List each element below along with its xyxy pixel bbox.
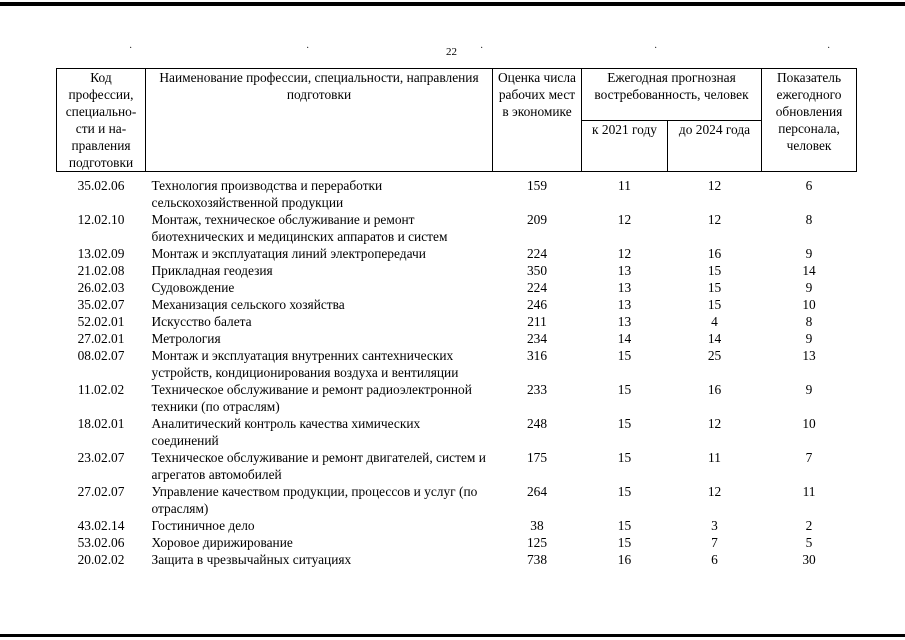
row-jobs: 175 (526, 450, 548, 465)
row-code: 12.02.10 (77, 212, 125, 227)
row-demand-2021: 16 (617, 552, 632, 567)
row-demand-2021: 15 (617, 518, 632, 533)
row-name: Монтаж и эксплуатация внутренних сантехнических устройств, кондиционирования воздуха и вентиляции (151, 348, 459, 380)
row-jobs: 159 (526, 178, 548, 193)
header-demand-2021: к 2021 году (582, 121, 668, 172)
row-code: 35.02.06 (77, 178, 125, 193)
row-renewal: 6 (805, 178, 813, 193)
row-name: Судовождение (151, 280, 235, 295)
row-code: 11.02.02 (77, 382, 125, 397)
row-renewal: 9 (805, 382, 813, 397)
row-demand-2021: 13 (617, 263, 632, 278)
row-demand-2024: 16 (707, 382, 722, 397)
row-jobs: 38 (530, 518, 544, 533)
table-row (57, 279, 857, 296)
table-row (57, 551, 857, 568)
row-demand-2024: 4 (711, 314, 718, 329)
row-code: 35.02.07 (77, 297, 125, 312)
header-demand-group: Ежегодная прогнозная востребованность, человек (582, 69, 762, 121)
row-name: Искусство балета (151, 314, 252, 329)
row-code: 18.02.01 (77, 416, 125, 431)
row-code: 13.02.09 (77, 246, 125, 261)
row-demand-2024: 12 (707, 484, 722, 499)
row-jobs: 738 (526, 552, 548, 567)
row-renewal: 2 (805, 518, 813, 533)
row-jobs: 224 (526, 280, 548, 295)
row-code: 08.02.07 (77, 348, 125, 363)
row-demand-2021: 15 (617, 382, 632, 397)
table-row (57, 313, 857, 330)
row-name: Аналитический контроль качества химических соединений (151, 416, 421, 448)
row-name: Хоровое дирижирование (151, 535, 293, 550)
row-jobs: 234 (526, 331, 548, 346)
row-renewal: 13 (802, 348, 816, 363)
row-jobs: 246 (526, 297, 548, 312)
row-demand-2021: 14 (617, 331, 632, 346)
table-row (57, 517, 857, 534)
row-demand-2021: 13 (617, 297, 632, 312)
scan-speck: · (129, 43, 133, 54)
row-code: 27.02.07 (77, 484, 125, 499)
professions-table (56, 68, 857, 568)
row-jobs: 125 (526, 535, 548, 550)
table-body (57, 172, 857, 569)
row-code: 20.02.02 (77, 552, 125, 567)
row-renewal: 10 (802, 416, 816, 431)
row-demand-2021: 15 (617, 348, 632, 363)
row-code: 21.02.08 (77, 263, 125, 278)
header-name: Наименование профессии, специальности, направления подготовки (146, 69, 493, 172)
row-name: Управление качеством продукции, процессов и услуг (по отраслям) (151, 484, 478, 516)
row-code: 26.02.03 (77, 280, 125, 295)
scan-speck: · (480, 43, 484, 54)
table-row (57, 172, 857, 212)
scan-bottom-border (0, 634, 905, 637)
row-jobs: 264 (526, 484, 548, 499)
row-demand-2021: 15 (617, 450, 632, 465)
row-demand-2021: 12 (617, 246, 632, 261)
row-jobs: 316 (526, 348, 548, 363)
row-name: Техническое обслуживание и ремонт двигателей, систем и агрегатов автомобилей (151, 450, 486, 482)
row-name: Технология производства и переработки сельскохозяйственной продукции (151, 178, 383, 210)
header-code: Код профессии, специально-сти и на-правления подготовки (57, 69, 146, 172)
row-demand-2024: 25 (707, 348, 722, 363)
row-demand-2021: 12 (617, 212, 632, 227)
row-code: 23.02.07 (77, 450, 125, 465)
row-renewal: 9 (805, 331, 813, 346)
row-demand-2024: 12 (707, 212, 722, 227)
row-jobs: 350 (526, 263, 548, 278)
table-row (57, 347, 857, 381)
row-renewal: 14 (802, 263, 816, 278)
row-renewal: 5 (805, 535, 813, 550)
row-renewal: 8 (805, 314, 813, 329)
row-renewal: 7 (805, 450, 813, 465)
row-demand-2024: 15 (707, 297, 722, 312)
row-renewal: 9 (805, 280, 813, 295)
row-renewal: 9 (805, 246, 813, 261)
row-name: Техническое обслуживание и ремонт радиоэлектронной техники (по отраслям) (151, 382, 472, 414)
table-row (57, 211, 857, 245)
row-demand-2021: 15 (617, 484, 632, 499)
row-jobs: 233 (526, 382, 548, 397)
row-name: Защита в чрезвычайных ситуациях (151, 552, 352, 567)
row-name: Монтаж, техническое обслуживание и ремонт биотехнических и медицинских аппаратов и систем (151, 212, 448, 244)
scan-top-border (0, 2, 905, 6)
row-renewal: 8 (805, 212, 813, 227)
row-renewal: 10 (802, 297, 816, 312)
row-name: Прикладная геодезия (151, 263, 273, 278)
row-demand-2024: 12 (707, 178, 722, 193)
row-demand-2024: 3 (711, 518, 718, 533)
row-demand-2021: 13 (617, 280, 632, 295)
row-demand-2024: 16 (707, 246, 722, 261)
row-jobs: 209 (526, 212, 548, 227)
scan-speck: · (306, 43, 310, 54)
row-demand-2021: 15 (617, 416, 632, 431)
page-number: 22 (446, 46, 457, 58)
row-name: Гостиничное дело (151, 518, 255, 533)
row-name: Монтаж и эксплуатация линий электропередачи (151, 246, 426, 261)
scan-speck: · (654, 43, 658, 54)
row-code: 27.02.01 (77, 331, 125, 346)
row-renewal: 30 (802, 552, 816, 567)
row-jobs: 224 (526, 246, 548, 261)
row-demand-2024: 15 (707, 263, 722, 278)
table-row (57, 449, 857, 483)
row-demand-2024: 6 (711, 552, 718, 567)
row-demand-2024: 15 (707, 280, 722, 295)
table-row (57, 415, 857, 449)
table-row (57, 381, 857, 415)
table-row (57, 262, 857, 279)
row-name: Метрология (151, 331, 221, 346)
table-row (57, 330, 857, 347)
header-demand-2024: до 2024 года (668, 121, 762, 172)
row-code: 52.02.01 (77, 314, 125, 329)
row-code: 53.02.06 (77, 535, 125, 550)
row-jobs: 211 (527, 314, 547, 329)
header-renewal: Показатель ежегодного обновления персонала, человек (762, 69, 857, 172)
scan-speck: · (827, 43, 831, 54)
row-demand-2024: 7 (711, 535, 718, 550)
row-demand-2021: 13 (617, 314, 632, 329)
row-code: 43.02.14 (77, 518, 125, 533)
table-row (57, 245, 857, 262)
row-demand-2021: 15 (617, 535, 632, 550)
row-jobs: 248 (526, 416, 548, 431)
row-renewal: 11 (802, 484, 816, 499)
table-row (57, 483, 857, 517)
row-demand-2021: 11 (618, 178, 631, 193)
row-name: Механизация сельского хозяйства (151, 297, 345, 312)
row-demand-2024: 11 (708, 450, 721, 465)
header-estimate: Оценка числа рабочих мест в экономике (493, 69, 582, 172)
row-demand-2024: 14 (707, 331, 722, 346)
table-row (57, 296, 857, 313)
row-demand-2024: 12 (707, 416, 722, 431)
table-row (57, 534, 857, 551)
